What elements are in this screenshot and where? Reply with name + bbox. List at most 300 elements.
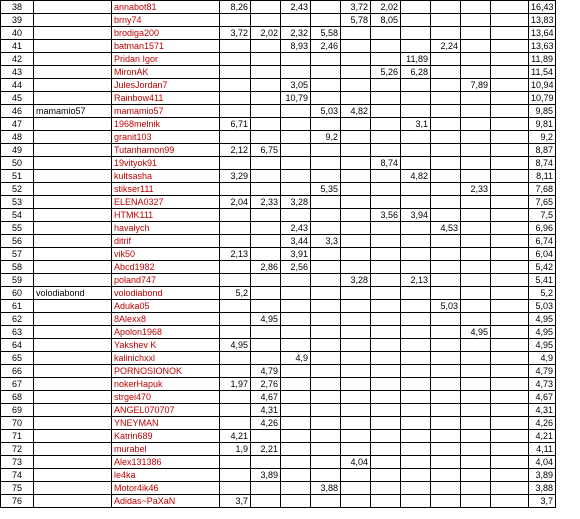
rank-cell: 51 [1,170,34,183]
score-cell [491,391,529,404]
team-cell [34,222,112,235]
score-cell: 2,33 [461,183,491,196]
score-cell [251,495,281,508]
team-cell [34,443,112,456]
score-cell [220,157,251,170]
score-cell [220,456,251,469]
total-cell: 7,5 [529,209,556,222]
score-cell: 6,71 [220,118,251,131]
rank-cell: 44 [1,79,34,92]
score-cell [251,170,281,183]
score-cell [341,157,371,170]
score-cell [311,196,341,209]
team-cell [34,118,112,131]
score-cell [401,417,431,430]
score-cell [461,144,491,157]
rank-cell: 43 [1,66,34,79]
score-cell [461,352,491,365]
table-row [1,105,580,118]
table-row [1,274,580,287]
score-cell [491,131,529,144]
score-cell [341,404,371,417]
rank-cell: 70 [1,417,34,430]
score-cell [461,417,491,430]
score-cell [401,352,431,365]
team-cell: mamamio57 [34,105,112,118]
score-cell [311,92,341,105]
score-cell [220,222,251,235]
rank-cell: 45 [1,92,34,105]
score-cell [461,248,491,261]
score-cell: 2,02 [371,1,401,14]
score-cell: 4,95 [461,326,491,339]
score-cell [220,274,251,287]
table-row [1,14,580,27]
score-cell [311,365,341,378]
score-cell: 5,03 [311,105,341,118]
table-row [1,131,580,144]
score-cell: 5,78 [341,14,371,27]
score-cell [461,40,491,53]
score-cell [431,53,461,66]
score-cell [371,183,401,196]
score-cell: 2,13 [401,274,431,287]
score-cell [431,287,461,300]
score-cell [491,326,529,339]
score-cell [401,300,431,313]
score-cell [371,391,401,404]
score-cell: 3,88 [311,482,341,495]
score-cell [431,105,461,118]
score-cell [311,326,341,339]
team-cell [34,131,112,144]
score-cell [461,430,491,443]
rank-cell: 40 [1,27,34,40]
score-cell [401,235,431,248]
score-cell [491,14,529,27]
table-row [1,248,580,261]
score-cell [281,66,311,79]
score-cell [281,365,311,378]
score-cell [311,118,341,131]
score-cell: 4,95 [251,313,281,326]
score-cell [401,222,431,235]
rank-cell: 46 [1,105,34,118]
score-cell [341,92,371,105]
total-cell: 4,95 [529,326,556,339]
score-cell [371,222,401,235]
score-cell [281,495,311,508]
score-cell [341,183,371,196]
score-cell [401,430,431,443]
rank-cell: 75 [1,482,34,495]
total-cell: 4,11 [529,443,556,456]
score-cell [371,300,401,313]
score-cell [491,313,529,326]
score-cell [461,209,491,222]
score-cell [461,14,491,27]
score-cell: 8,05 [371,14,401,27]
score-cell [220,417,251,430]
score-cell [461,53,491,66]
score-cell [220,66,251,79]
score-cell [461,378,491,391]
score-cell [461,118,491,131]
score-cell: 4,95 [220,339,251,352]
rank-cell: 67 [1,378,34,391]
score-cell [220,131,251,144]
score-cell [311,378,341,391]
rank-cell: 38 [1,1,34,14]
score-cell [461,157,491,170]
score-cell: 4,9 [281,352,311,365]
player-cell: 1968melnik [112,118,220,131]
rank-cell: 63 [1,326,34,339]
score-cell [371,105,401,118]
team-cell [34,365,112,378]
score-cell [461,456,491,469]
score-cell [431,235,461,248]
player-cell: Pridan Igor [112,53,220,66]
team-cell [34,404,112,417]
player-cell: Motor4ik46 [112,482,220,495]
score-cell [341,339,371,352]
score-cell [251,105,281,118]
score-cell [401,157,431,170]
score-cell: 9,2 [311,131,341,144]
score-cell [341,391,371,404]
score-cell [431,469,461,482]
score-cell [281,274,311,287]
score-cell [371,430,401,443]
score-cell [220,326,251,339]
score-cell [371,469,401,482]
score-cell [220,391,251,404]
score-cell [251,482,281,495]
score-cell: 8,26 [220,1,251,14]
score-cell [371,456,401,469]
total-cell: 5,41 [529,274,556,287]
table-row [1,404,580,417]
score-cell [311,248,341,261]
team-cell [34,183,112,196]
score-cell [220,469,251,482]
score-cell [341,27,371,40]
score-cell [371,404,401,417]
team-cell [34,339,112,352]
score-cell [311,443,341,456]
score-cell: 3,1 [401,118,431,131]
table-row [1,300,580,313]
rank-cell: 68 [1,391,34,404]
score-cell [401,183,431,196]
score-cell [281,378,311,391]
score-cell [491,482,529,495]
score-cell: 2,33 [251,196,281,209]
score-cell [461,105,491,118]
total-cell: 4,79 [529,365,556,378]
table-row [1,287,580,300]
score-cell: 3,44 [281,235,311,248]
score-cell [491,118,529,131]
score-cell [341,417,371,430]
score-cell: 3,3 [311,235,341,248]
score-cell [251,79,281,92]
score-cell [461,235,491,248]
rank-cell: 73 [1,456,34,469]
score-cell [311,66,341,79]
player-cell: MironAK [112,66,220,79]
total-cell: 9,2 [529,131,556,144]
score-cell [401,131,431,144]
score-cell [220,352,251,365]
score-cell: 5,26 [371,66,401,79]
score-cell: 3,89 [251,469,281,482]
team-cell [34,391,112,404]
rank-cell: 71 [1,430,34,443]
score-cell: 5,03 [431,300,461,313]
score-cell: 3,72 [341,1,371,14]
total-cell: 8,87 [529,144,556,157]
score-cell [491,300,529,313]
table-row [1,261,580,274]
score-cell: 2,46 [311,40,341,53]
score-cell [220,79,251,92]
score-cell [220,300,251,313]
score-cell [371,261,401,274]
table-row [1,79,580,92]
score-cell [341,430,371,443]
team-cell [34,261,112,274]
rank-cell: 66 [1,365,34,378]
score-cell [251,339,281,352]
team-cell [34,274,112,287]
score-cell [431,261,461,274]
score-cell [371,40,401,53]
score-cell [281,430,311,443]
score-cell [251,352,281,365]
total-cell: 7,68 [529,183,556,196]
rank-cell: 56 [1,235,34,248]
rank-cell: 57 [1,248,34,261]
score-cell [281,105,311,118]
score-cell [431,482,461,495]
score-cell [431,118,461,131]
score-cell [341,144,371,157]
score-cell: 8,74 [371,157,401,170]
score-cell [251,157,281,170]
total-cell: 11,54 [529,66,556,79]
score-cell [491,170,529,183]
score-cell [401,365,431,378]
player-cell: Yakshev K [112,339,220,352]
score-cell: 1,9 [220,443,251,456]
score-cell [251,287,281,300]
score-cell: 2,02 [251,27,281,40]
score-cell [461,27,491,40]
score-cell [401,456,431,469]
score-cell: 3,72 [220,27,251,40]
player-cell: mamamio57 [112,105,220,118]
score-cell [401,1,431,14]
score-cell [491,105,529,118]
team-cell [34,53,112,66]
table-row [1,365,580,378]
rank-cell: 39 [1,14,34,27]
total-cell: 10,79 [529,92,556,105]
score-cell [491,235,529,248]
team-cell [34,144,112,157]
rank-cell: 52 [1,183,34,196]
score-cell [431,131,461,144]
score-cell [251,248,281,261]
score-cell [461,300,491,313]
table-row [1,352,580,365]
player-cell: ELENA0327 [112,196,220,209]
team-cell [34,235,112,248]
score-cell [341,469,371,482]
score-cell [461,287,491,300]
score-cell [311,79,341,92]
score-cell [251,235,281,248]
team-cell [34,469,112,482]
score-cell [311,53,341,66]
score-cell [341,287,371,300]
player-cell: Rainbow411 [112,92,220,105]
team-cell [34,430,112,443]
score-cell [491,443,529,456]
score-cell [461,196,491,209]
score-cell [311,170,341,183]
rank-cell: 60 [1,287,34,300]
score-cell [220,235,251,248]
score-cell: 5,58 [311,27,341,40]
score-cell [491,53,529,66]
team-cell [34,456,112,469]
score-cell [341,365,371,378]
score-cell [491,157,529,170]
team-cell [34,209,112,222]
total-cell: 3,89 [529,469,556,482]
score-cell: 10,79 [281,92,311,105]
score-cell [311,144,341,157]
score-cell [401,92,431,105]
score-cell [281,469,311,482]
score-cell [461,339,491,352]
score-cell [431,183,461,196]
player-cell: nokerHapuk [112,378,220,391]
score-cell [401,313,431,326]
score-cell: 3,56 [371,209,401,222]
score-cell [220,209,251,222]
score-cell [341,222,371,235]
score-cell [371,235,401,248]
score-cell [401,378,431,391]
score-cell [371,443,401,456]
score-cell: 2,86 [251,261,281,274]
total-cell: 7,65 [529,196,556,209]
rank-cell: 61 [1,300,34,313]
score-cell [431,157,461,170]
total-cell: 3,7 [529,495,556,508]
score-cell [281,118,311,131]
rank-cell: 42 [1,53,34,66]
score-cell [431,196,461,209]
total-cell: 4,9 [529,352,556,365]
score-cell [371,27,401,40]
score-cell [371,53,401,66]
table-row [1,144,580,157]
score-cell [431,365,461,378]
score-cell: 4,67 [251,391,281,404]
player-cell: 19vityok91 [112,157,220,170]
table-row [1,157,580,170]
score-cell: 5,35 [311,183,341,196]
score-cell [281,183,311,196]
score-cell [491,287,529,300]
score-cell [311,209,341,222]
score-cell [431,456,461,469]
score-cell [401,469,431,482]
score-cell [281,326,311,339]
total-cell: 6,74 [529,235,556,248]
rank-cell: 47 [1,118,34,131]
team-cell [34,482,112,495]
score-cell: 4,79 [251,365,281,378]
score-cell [251,118,281,131]
score-cell [431,495,461,508]
score-cell: 2,12 [220,144,251,157]
team-cell [34,248,112,261]
score-cell [491,27,529,40]
score-cell: 3,28 [281,196,311,209]
score-cell [251,222,281,235]
table-row [1,66,580,79]
score-cell [431,92,461,105]
score-cell [401,105,431,118]
score-cell [311,417,341,430]
total-cell: 6,04 [529,248,556,261]
player-cell: brodiga200 [112,27,220,40]
score-cell [251,456,281,469]
player-cell: granit103 [112,131,220,144]
score-cell [341,131,371,144]
score-cell [311,495,341,508]
table-row [1,40,580,53]
score-cell [371,92,401,105]
total-cell: 8,11 [529,170,556,183]
score-cell [461,170,491,183]
score-cell: 5,2 [220,287,251,300]
score-cell [431,404,461,417]
score-cell [371,417,401,430]
score-cell [491,274,529,287]
score-cell [220,183,251,196]
score-cell [371,248,401,261]
total-cell: 9,81 [529,118,556,131]
score-cell [461,365,491,378]
total-cell: 9,85 [529,105,556,118]
score-cell [491,40,529,53]
score-cell [431,79,461,92]
table-row [1,391,580,404]
score-cell: 3,91 [281,248,311,261]
player-cell: Alex131386 [112,456,220,469]
score-cell [281,404,311,417]
score-cell [281,287,311,300]
table-row [1,222,580,235]
score-cell [461,261,491,274]
